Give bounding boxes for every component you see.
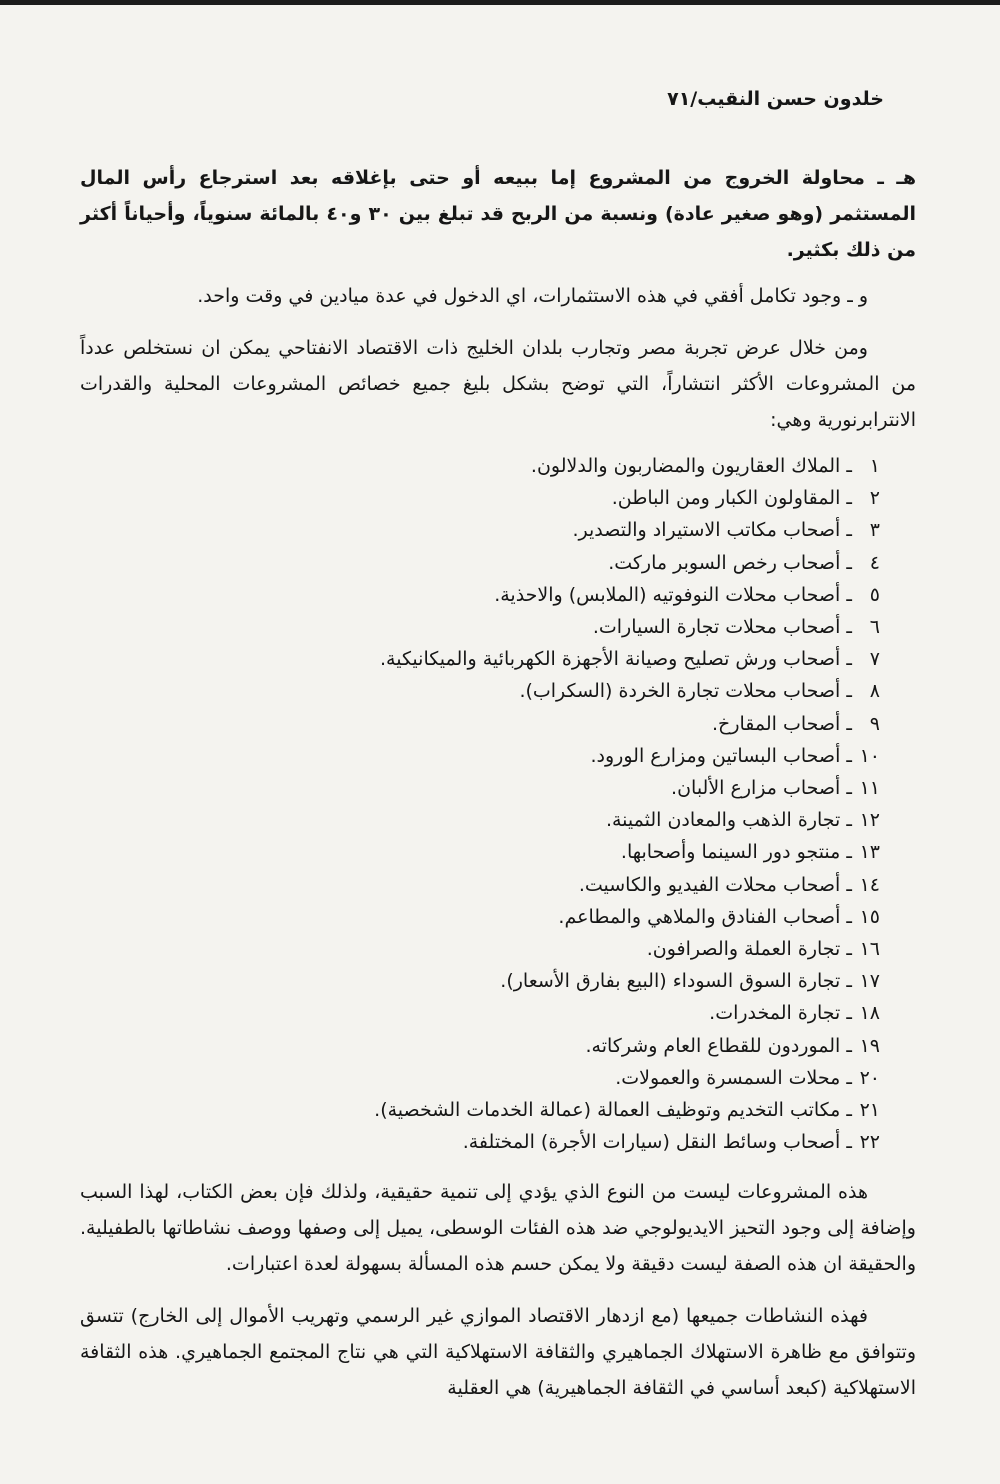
list-item-separator: ـ [840,841,858,864]
list-item-number: ٥ [869,583,880,606]
list-item-separator: ـ [840,938,858,961]
list-item-number: ١٤ [859,873,880,896]
list-item-text: أصحاب محلات النوفوتيه (الملابس) والاحذية. [494,583,841,606]
list-item-separator: ـ [840,680,858,703]
list-item-separator: ـ [840,616,858,639]
paragraph-item-w: و ـ وجود تكامل أفقي في هذه الاستثمارات، اي الدخول في عدة ميادين في وقت واحد. [197,285,868,307]
list-item-text: أصحاب مكاتب الاستيراد والتصدير. [572,519,841,542]
page-body [80,160,916,1406]
list-item-text: أصحاب البساتين ومزارع الورود. [590,744,841,767]
list-item-text: أصحاب محلات الفيديو والكاسيت. [578,873,841,896]
list-item-number: ٢ [869,487,880,510]
list-item [80,579,880,611]
list-item-number: ٢٢ [859,1131,880,1154]
paragraph-intro: ومن خلال عرض تجربة مصر وتجارب بلدان الخليج ذات الاقتصاد الانفتاحي يمكن ان نستخلص عدداً من المشروعات الأكثر انتشاراً، التي توضح بشكل بليغ جميع خصائص المشروعات المحلية والقدرات الانترابرنورية وهي: [80,337,916,431]
list-item-number: ٩ [869,712,880,735]
list-item [80,1062,880,1094]
list-item-text: أصحاب محلات تجارة السيارات. [592,616,841,639]
list-item-number: ١ [869,455,880,477]
list-item-separator: ـ [840,970,858,993]
paragraph-final: فهذه النشاطات جميعها (مع ازدهار الاقتصاد الموازي غير الرسمي وتهريب الأموال إلى الخارج) تتسق وتتوافق مع ظاهرة الاستهلاك الجماهيري والثقافة الاستهلاكية التي هي نتاج المجتمع الجماهيري. هذه الثقافة الاستهلاكية (كبعد أساسي في الثقافة الجماهيرية) هي العقلية [80,1305,916,1400]
list-item-text: أصحاب محلات تجارة الخردة (السكراب). [519,680,841,703]
list-item-text: أصحاب ورش تصليح وصيانة الأجهزة الكهربائية والميكانيكية. [379,648,841,671]
list-item [80,611,880,643]
list-item-text: تجارة السوق السوداء (البيع بفارق الأسعار). [500,970,841,993]
list-item [80,450,880,482]
list-item-separator: ـ [840,583,858,606]
list-item-separator: ـ [840,1066,858,1089]
list-item-number: ٢١ [859,1099,880,1122]
list-item-separator: ـ [840,551,858,574]
list-item [80,482,880,514]
list-item [80,1126,880,1158]
list-item-separator: ـ [840,519,858,542]
list-item-number: ١٩ [859,1034,880,1057]
list-item [80,772,880,804]
list-item-text: أصحاب رخص السوبر ماركت. [608,551,841,574]
list-item [80,869,880,901]
list-item-text: تجارة المخدرات. [709,1002,841,1025]
list-item [80,1094,880,1126]
list-item-separator: ـ [840,648,858,671]
list-item-text: الملاك العقاريون والمضاربون والدلالون. [530,455,841,477]
list-item-text: المقاولون الكبار ومن الباطن. [611,487,841,510]
list-item-text: محلات السمسرة والعمولات. [615,1066,841,1089]
list-item-separator: ـ [840,455,858,477]
list-item [80,901,880,933]
list-item-text: تجارة العملة والصرافون. [646,938,841,961]
list-item-text: أصحاب المقارخ. [712,712,841,735]
list-item-number: ٣ [869,519,880,542]
list-item-number: ٨ [869,680,880,703]
list-item-number: ٤ [869,551,880,574]
list-item-text: الموردون للقطاع العام وشركاته. [585,1034,841,1057]
projects-list [80,450,916,1158]
list-item [80,1030,880,1062]
list-item [80,740,880,772]
list-item-separator: ـ [840,1002,858,1025]
list-item-separator: ـ [840,487,858,510]
list-item [80,997,880,1029]
list-item [80,836,880,868]
list-item-separator: ـ [840,1034,858,1057]
paragraph-after-list: هذه المشروعات ليست من النوع الذي يؤدي إلى تنمية حقيقية، ولذلك فإن بعض الكتاب، لهذا السبب وإضافة إلى وجود التحيز الايديولوجي ضد هذه الفئات الوسطى، يميل إلى وصفها ووصف نشاطاتها بالطفيلية. والحقيقة ان هذه الصفة ليست دقيقة ولا يمكن حسم هذه المسألة بسهولة لعدة اعتبارات. [80,1181,916,1276]
list-item-number: ٢٠ [859,1066,880,1089]
list-item [80,933,880,965]
list-item-number: ١٠ [859,744,880,767]
list-item-separator: ـ [840,777,858,800]
list-item-number: ١٧ [859,970,880,993]
list-item-separator: ـ [840,873,858,896]
list-item-number: ١٣ [859,841,880,864]
list-item-number: ١٥ [859,905,880,928]
list-item-separator: ـ [840,1099,858,1122]
list-item-text: أصحاب الفنادق والملاهي والمطاعم. [558,905,841,928]
running-head: خلدون حسن النقيب/٧١ [667,88,884,110]
list-item-separator: ـ [840,1131,858,1154]
list-item-separator: ـ [840,905,858,928]
list-item-number: ١٨ [859,1002,880,1025]
list-item [80,708,880,740]
list-item [80,547,880,579]
list-item-text: أصحاب وسائط النقل (سيارات الأجرة) المختلفة. [462,1131,841,1154]
list-item-separator: ـ [840,744,858,767]
list-item-text: مكاتب التخديم وتوظيف العمالة (عمالة الخدمات الشخصية). [374,1099,841,1122]
paragraph-item-h: هـ ـ محاولة الخروج من المشروع إما ببيعه أو حتى بإغلاقه بعد استرجاع رأس المال المستثمر (وهو صغير عادة) ونسبة من الربح قد تبلغ بين ٣٠ و٤٠ بالمائة سنوياً، وأحياناً أكثر من ذلك بكثير. [80,167,916,261]
list-item [80,804,880,836]
list-item-number: ٧ [869,648,880,671]
list-item [80,514,880,546]
list-item-number: ١٢ [859,809,880,832]
list-item [80,643,880,675]
list-item-number: ١١ [859,777,880,800]
list-item-text: تجارة الذهب والمعادن الثمينة. [605,809,841,832]
list-item-number: ٦ [869,616,880,639]
scan-top-border [0,0,1000,5]
list-item-separator: ـ [840,809,858,832]
list-item [80,965,880,997]
list-item [80,675,880,707]
list-item-text: منتجو دور السينما وأصحابها. [620,841,841,864]
list-item-text: أصحاب مزارع الألبان. [671,777,841,800]
list-item-number: ١٦ [859,938,880,961]
list-item-separator: ـ [840,712,858,735]
